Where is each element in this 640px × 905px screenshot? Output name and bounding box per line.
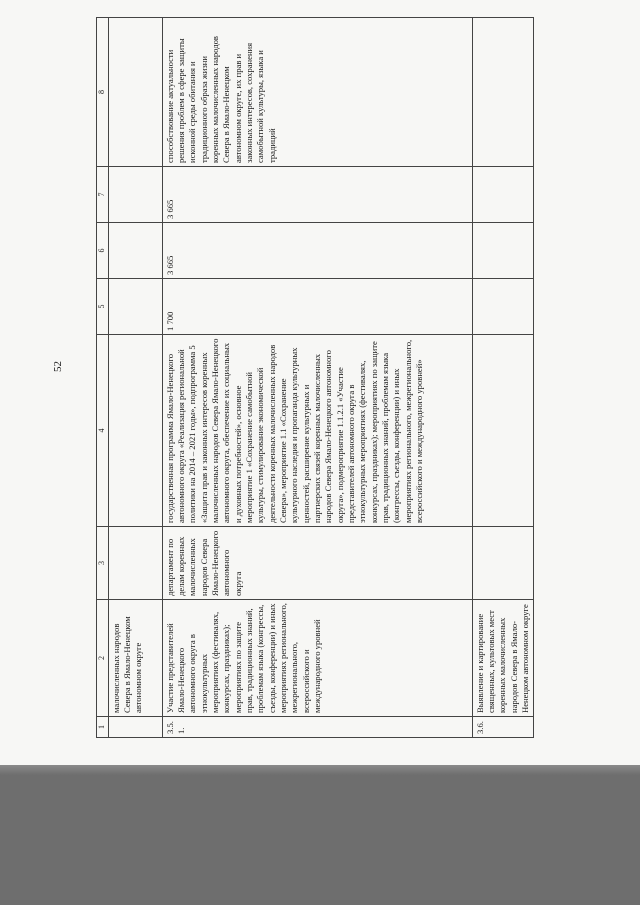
column-header: 2 — [97, 600, 109, 717]
measure-name-cell: Выявление и картирование священных, культовых мест коренных малочисленных народов Севера в Ямало-Ненецком автономном округе — [472, 600, 534, 717]
column-header: 5 — [97, 279, 109, 335]
amount-cell — [108, 167, 162, 223]
table-row — [108, 18, 162, 738]
page-number: 52 — [52, 361, 64, 372]
measure-name-cell: малочисленных народов Севера в Ямало-Ненецком автономном округе — [108, 600, 162, 717]
program-cell: государственная программа Ямало-Ненецкого автономного округа «Реализация региональной политики на 2014 – 2021 годы», подпрограмма 5 «Защита прав и законных интересов коренных малочисленных народов Севера Ямало-Ненецкого автономного округа, обеспечение их социальных и духовных потребностей», основное мероприятие 1 «Сохранение самобытной культуры, стимулирование экономической деятельности коренных малочисленных народов Севера», мероприятие 1.1 «Сохранение культурного наследия и пропаганда культурных ценностей, расширение культурных и партнерских связей коренных малочисленных народов Севера Ямало-Ненецкого автономного округа», подмероприятие 1.1.2.1 «Участие представителей автономного округа в этнокультурных мероприятиях (фестивалях, конкурсах, праздниках); мероприятиях по защите прав, традиционных знаний, проблемам языка (конгрессы, съезды, конференции) и иных мероприятиях регионального, межрегионального, всероссийского и международного уровней» — [162, 335, 472, 527]
program-cell — [108, 335, 162, 527]
result-cell — [472, 18, 534, 167]
column-header: 7 — [97, 167, 109, 223]
amount-cell: 3 665 — [162, 167, 472, 223]
amount-cell — [472, 279, 534, 335]
column-header: 6 — [97, 223, 109, 279]
amount-cell — [108, 223, 162, 279]
amount-cell — [472, 167, 534, 223]
result-cell: способствование актуальности решения проблем в сфере защиты исконной среды обитания и традиционного образа жизни коренных малочисленных народов Севера в Ямало-Ненецком автономном округе, их прав и законных интересов, сохранения самобытной культуры, языка и традиций — [162, 18, 472, 167]
measure-name-cell: Участие представителей Ямало-Ненецкого автономного округа в этнокультурных мероприятиях (фестивалях, конкурсах, праздниках); мероприятиях по защите прав, традиционных знаний, проблемам языка (конгрессы, съезды, конференции) и иных мероприятиях регионального, межрегионального, всероссийского и международного уровней — [162, 600, 472, 717]
column-header: 4 — [97, 335, 109, 527]
executor-cell: департамент по делам коренных малочисленных народов Севера Ямало-Ненецкого автономного округа — [162, 527, 472, 600]
scan-edge-shadow — [0, 765, 640, 775]
column-header: 1 — [97, 717, 109, 738]
amount-cell — [472, 223, 534, 279]
amount-cell — [108, 279, 162, 335]
item-number-cell — [108, 717, 162, 738]
executor-cell — [472, 527, 534, 600]
measures-table — [96, 17, 534, 738]
item-number-cell: 3.5.1. — [162, 717, 472, 738]
column-header: 8 — [97, 18, 109, 167]
program-cell — [472, 335, 534, 527]
rotated-table-container — [96, 18, 532, 738]
result-cell — [108, 18, 162, 167]
item-number-cell: 3.6. — [472, 717, 534, 738]
amount-cell: 1 700 — [162, 279, 472, 335]
header-row — [97, 18, 109, 738]
executor-cell — [108, 527, 162, 600]
column-header: 3 — [97, 527, 109, 600]
table-row — [162, 18, 472, 738]
table-row — [472, 18, 534, 738]
amount-cell: 3 665 — [162, 223, 472, 279]
